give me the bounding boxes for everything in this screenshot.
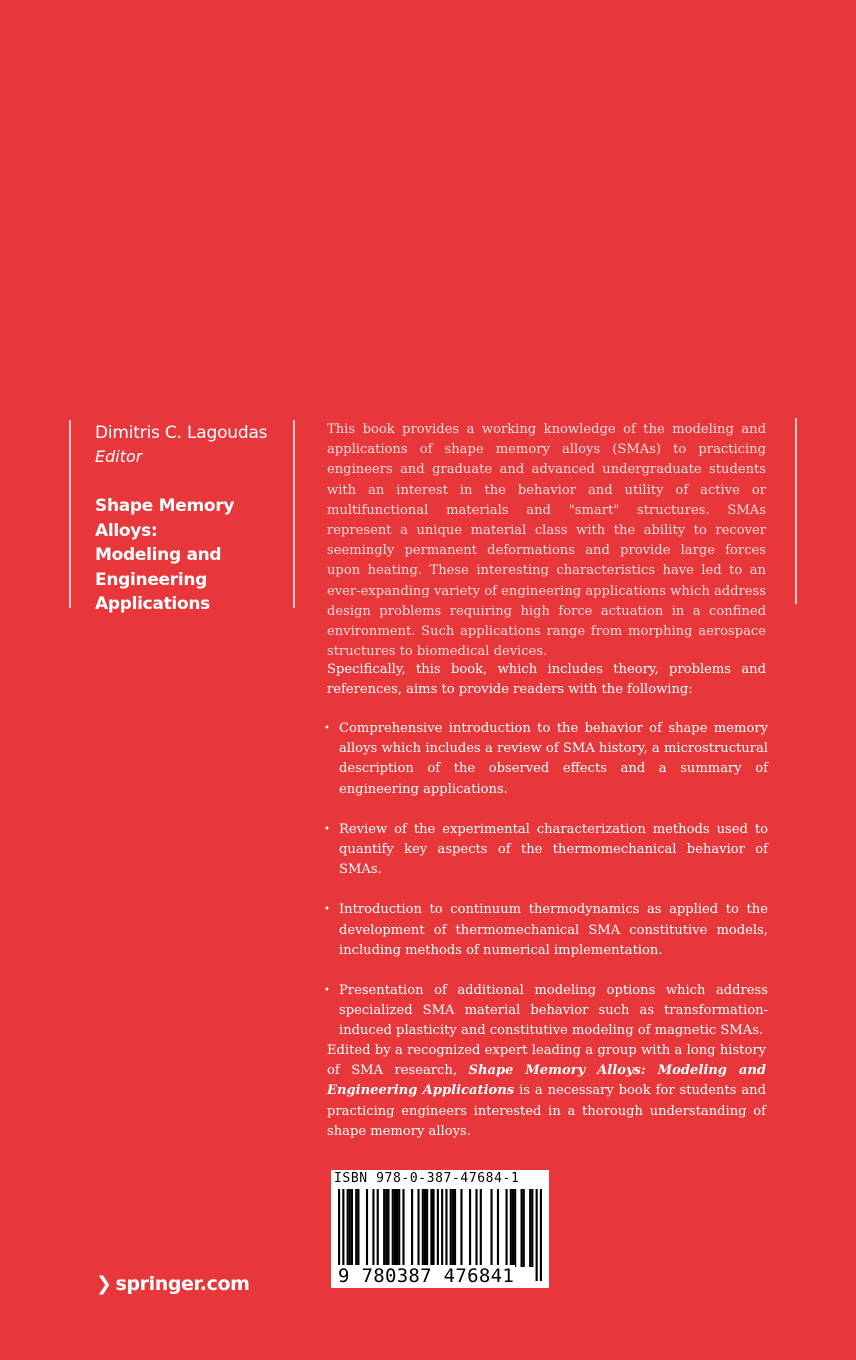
list-item-text: Comprehensive introduction to the behavior of shape memory alloys which includes a review of SMA history, a microstructural description of the observed effects and a summary of engineering applications. — [339, 721, 768, 797]
bullet-icon: • — [324, 723, 330, 734]
book-title-line: Shape Memory Alloys: — [95, 496, 235, 541]
barcode-bar — [469, 1189, 471, 1267]
barcode-bar — [505, 1189, 507, 1267]
book-title-line: Applications — [95, 594, 210, 614]
list-item — [324, 900, 768, 961]
barcode-bar — [512, 1189, 514, 1267]
publisher-link[interactable] — [96, 1273, 250, 1295]
barcode-bar — [531, 1189, 533, 1267]
barcode-bar — [398, 1189, 400, 1267]
left-divider-rule — [69, 420, 71, 608]
barcode-bar — [383, 1189, 385, 1267]
barcode-bar — [394, 1189, 396, 1267]
barcode-bar — [377, 1189, 379, 1267]
barcode-bar — [510, 1189, 512, 1267]
barcode-bar — [417, 1189, 419, 1267]
barcode-bar — [426, 1189, 428, 1267]
barcode-bar — [349, 1189, 351, 1267]
barcode-bar — [432, 1189, 434, 1267]
bullet-icon: • — [324, 985, 330, 997]
barcode-bar — [396, 1189, 398, 1267]
barcode-bar — [460, 1189, 462, 1267]
closing-paragraph — [327, 1041, 766, 1142]
list-item-text: Review of the experimental characterization methods used to quantify key aspects of the thermomechanical behavior of SMAs. — [339, 821, 768, 878]
closing-text-before: Edited by a recognized expert leading a group with a long history of SMA research, — [327, 1043, 766, 1079]
barcode-digits: 9 780387 476841 — [338, 1265, 515, 1287]
barcode-bar — [450, 1189, 452, 1267]
barcode-bar — [480, 1189, 482, 1267]
right-divider-rule — [795, 418, 797, 604]
closing-text-after: is a necessary book for students and practicing engineers interested in a thorough understanding of shape memory alloys. — [327, 1083, 766, 1139]
isbn-barcode — [331, 1170, 549, 1288]
barcode-bar — [490, 1189, 492, 1267]
barcode-bar — [514, 1189, 516, 1267]
specifically-paragraph: Specifically, this book, which includes theory, problems and references, aims to provide readers with the following: — [327, 662, 766, 698]
list-item-text: Presentation of additional modeling options which address specialized SMA material behavior such as transformation-induced plasticity and constitutive modeling of magnetic SMAs. — [339, 983, 768, 1039]
author-name: Dimitris C. Lagoudas — [95, 423, 268, 443]
barcode-bar — [475, 1189, 477, 1267]
barcode-bar — [411, 1189, 413, 1267]
barcode-bar — [372, 1189, 374, 1267]
barcode-bar — [422, 1189, 424, 1267]
barcode-bar — [387, 1189, 389, 1267]
barcode-bar — [521, 1189, 523, 1267]
book-title — [95, 494, 285, 617]
list-item — [324, 719, 768, 800]
barcode-bar — [536, 1189, 538, 1281]
list-item — [324, 820, 768, 881]
publisher-url: springer.com — [115, 1273, 250, 1295]
barcode-bar — [357, 1189, 359, 1267]
middle-divider-rule — [293, 420, 295, 608]
barcode-bar — [392, 1189, 394, 1267]
barcode-bar — [529, 1189, 531, 1267]
barcode-bar — [355, 1189, 357, 1267]
barcode-bar — [402, 1189, 404, 1267]
barcode-bar — [385, 1189, 387, 1267]
book-title-line: Engineering — [95, 569, 208, 590]
barcode-bar — [523, 1189, 525, 1267]
list-item-text: Introduction to continuum thermodynamics as applied to the development of thermomechanical SMA constitutive models, including methods of numerical implementation. — [339, 902, 768, 958]
closing-book-title: Shape Memory Alloys: Modeling and Engineering Applications — [327, 1063, 767, 1099]
feature-list — [324, 719, 768, 1062]
list-item — [324, 981, 768, 1042]
chevron-right-icon: ❯ — [96, 1273, 112, 1295]
author-role: Editor — [95, 447, 143, 466]
barcode-bar — [351, 1189, 353, 1267]
barcode-bar — [424, 1189, 426, 1267]
bullet-icon: • — [324, 823, 330, 835]
barcode-bar — [454, 1189, 456, 1267]
barcode-bar — [497, 1189, 499, 1267]
barcode-bar — [366, 1189, 368, 1267]
barcode-bar — [347, 1189, 349, 1267]
isbn-label: ISBN 978-0-387-47684-1 — [334, 1171, 520, 1186]
barcode-bar — [452, 1189, 454, 1267]
barcode-bar — [540, 1189, 542, 1281]
barcode-bar — [430, 1189, 432, 1267]
book-title-line: Modeling and — [95, 545, 222, 565]
intro-paragraph: This book provides a working knowledge of the modeling and applications of shape memory alloys (SMAs) to practicing engineers and graduate and advanced undergraduate students with an interest in the behavior and utility of active or multifunctional materials and "smart" structures. SMAs represent a unique material class with the ability to recover seemingly permanent deformations and provide large forces upon heating. These interesting characteristics have led to an ever-expanding variety of engineering applications which address design problems requiring high force actuation in a confined environment. Such applications range from morphing aerospace structures to biomedical devices. — [327, 422, 766, 660]
barcode-bar — [445, 1189, 447, 1267]
bullet-icon: • — [324, 904, 330, 916]
author-block — [95, 421, 285, 617]
